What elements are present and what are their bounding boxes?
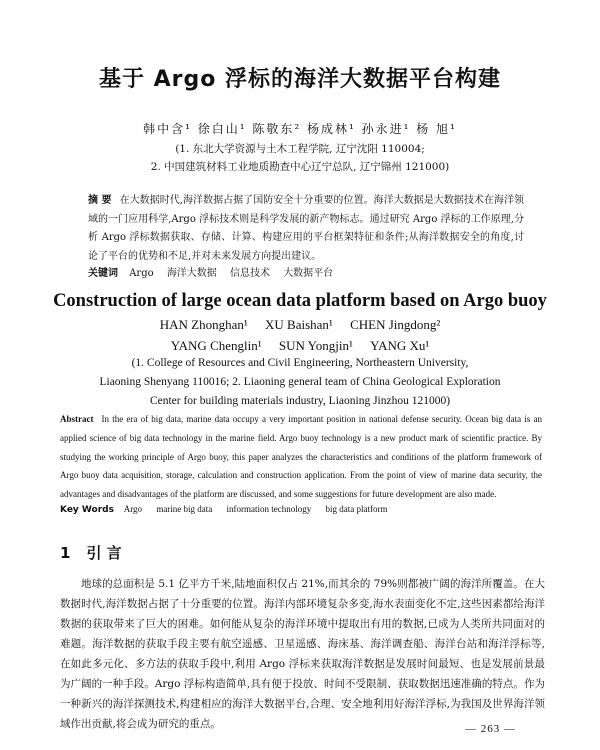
english-keyword: marine big data: [156, 504, 213, 514]
section-title: 引 言: [86, 544, 122, 562]
section-heading: [60, 542, 122, 563]
english-authors-row-1: [0, 317, 600, 333]
page-number: — 263 —: [465, 723, 516, 735]
chinese-affiliation-1: (1. 东北大学资源与土木工程学院, 辽宁沈阳 110004;: [175, 143, 425, 155]
intro-paragraph: 地球的总面积是 5.1 亿平方千米,陆地面积仅占 21%,而其余的 79%则都被广阔的海洋所覆盖。在大数据时代,海洋数据占据了十分重要的位置。海洋内部环境复杂多变,海水表面变化不定,这些因素都给海洋数据的获取带来了巨大的困难。如何能从复杂的海洋环境中提取出有用的数据,已成为人类所共同面对的难题。海洋数据的获取手段主要有航空遥感、卫星遥感、海床基、海洋调查船、海洋台站和海洋浮标等,在如此多元化、多方法的获取手段中,利用 Argo 浮标来获取海洋数据是发展时间最短、也是发展前景最为广阔的一种手段。Argo 浮标构造简单,具有便于投放、时间不受限制、获取数据迅速准确的特点。作为一种新兴的海洋探测技术,构建相应的海洋大数据平台,合理、安全地利用好海洋浮标,为我国及世界海洋领域作出贡献,将会成为研究的重点。: [60, 578, 545, 730]
english-keywords: [60, 504, 542, 515]
english-authors-row-2: [0, 338, 600, 354]
chinese-affiliation-2: 2. 中国建筑材料工业地质勘查中心辽宁总队, 辽宁锦州 121000): [150, 161, 450, 173]
english-abstract: [60, 410, 542, 504]
chinese-keyword: 大数据平台: [283, 268, 334, 279]
chinese-keywords: [88, 264, 524, 279]
english-affiliation-line-3: Center for building materials industry, Liaoning Jinzhou 121000): [149, 395, 451, 407]
chinese-keyword: 信息技术: [230, 268, 270, 279]
author-name: XU Baishan¹: [265, 317, 333, 332]
english-keyword: Argo: [123, 504, 143, 514]
english-affiliation-line-2: Liaoning Shenyang 110016; 2. Liaoning general team of China Geological Exploration: [99, 376, 501, 388]
english-keywords-label: Key Words: [60, 505, 114, 515]
author-name: SUN Yongjin¹: [278, 338, 353, 353]
chinese-keywords-label: 关键词: [88, 268, 118, 279]
author-name: YANG Chenglin¹: [170, 338, 262, 353]
english-affiliation-line-1: (1. College of Resources and Civil Engineering, Northeastern University,: [131, 357, 469, 369]
chinese-title: 基于 Argo 浮标的海洋大数据平台构建: [98, 67, 502, 92]
author-name: HAN Zhonghan¹: [159, 317, 248, 332]
chinese-keyword: Argo: [129, 268, 154, 279]
chinese-abstract: [88, 192, 524, 266]
english-keyword: big data platform: [325, 504, 388, 514]
section-number: 1: [60, 544, 71, 562]
chinese-abstract-text: 在大数据时代,海洋数据占据了国防安全十分重要的位置。海洋大数据是大数据技术在海洋领域的一门应用科学,Argo 浮标技术则是科学发展的新产物标志。通过研究 Argo 浮标的工作原理,分析 Argo 浮标数据获取、存储、计算、构建应用的平台框架特征和条件;从海洋数据安全的角度,讨论了平台的优势和不足,并对未来发展方向提出建议。: [88, 195, 524, 262]
english-keyword: information technology: [226, 504, 312, 514]
english-title: Construction of large ocean data platform based on Argo buoy: [53, 291, 547, 311]
english-abstract-label: Abstract: [60, 414, 94, 424]
chinese-authors: 韩中含¹ 徐白山¹ 陈敬东² 杨成林¹ 孙永进¹ 杨 旭¹: [143, 122, 457, 136]
author-name: YANG Xu¹: [370, 338, 430, 353]
chinese-abstract-label: 摘 要: [88, 195, 112, 206]
english-abstract-text: In the era of big data, marine data occupy a very important position in national defense security. Ocean big data is an applied science of big data technology in the marine field. Argo buoy technology is a new product mark of scientific practice. By studying the working principle of Argo buoy, this paper analyzes the characteristics and conditions of the platform framework of Argo buoy data acquisition, storage, calculation and construction application. From the point of view of marine data security, the advantages and disadvantages of the platform are discussed, and some suggestions for future development are also made.: [60, 414, 542, 500]
chinese-keyword: 海洋大数据: [166, 268, 217, 279]
author-name: CHEN Jingdong²: [350, 317, 441, 332]
